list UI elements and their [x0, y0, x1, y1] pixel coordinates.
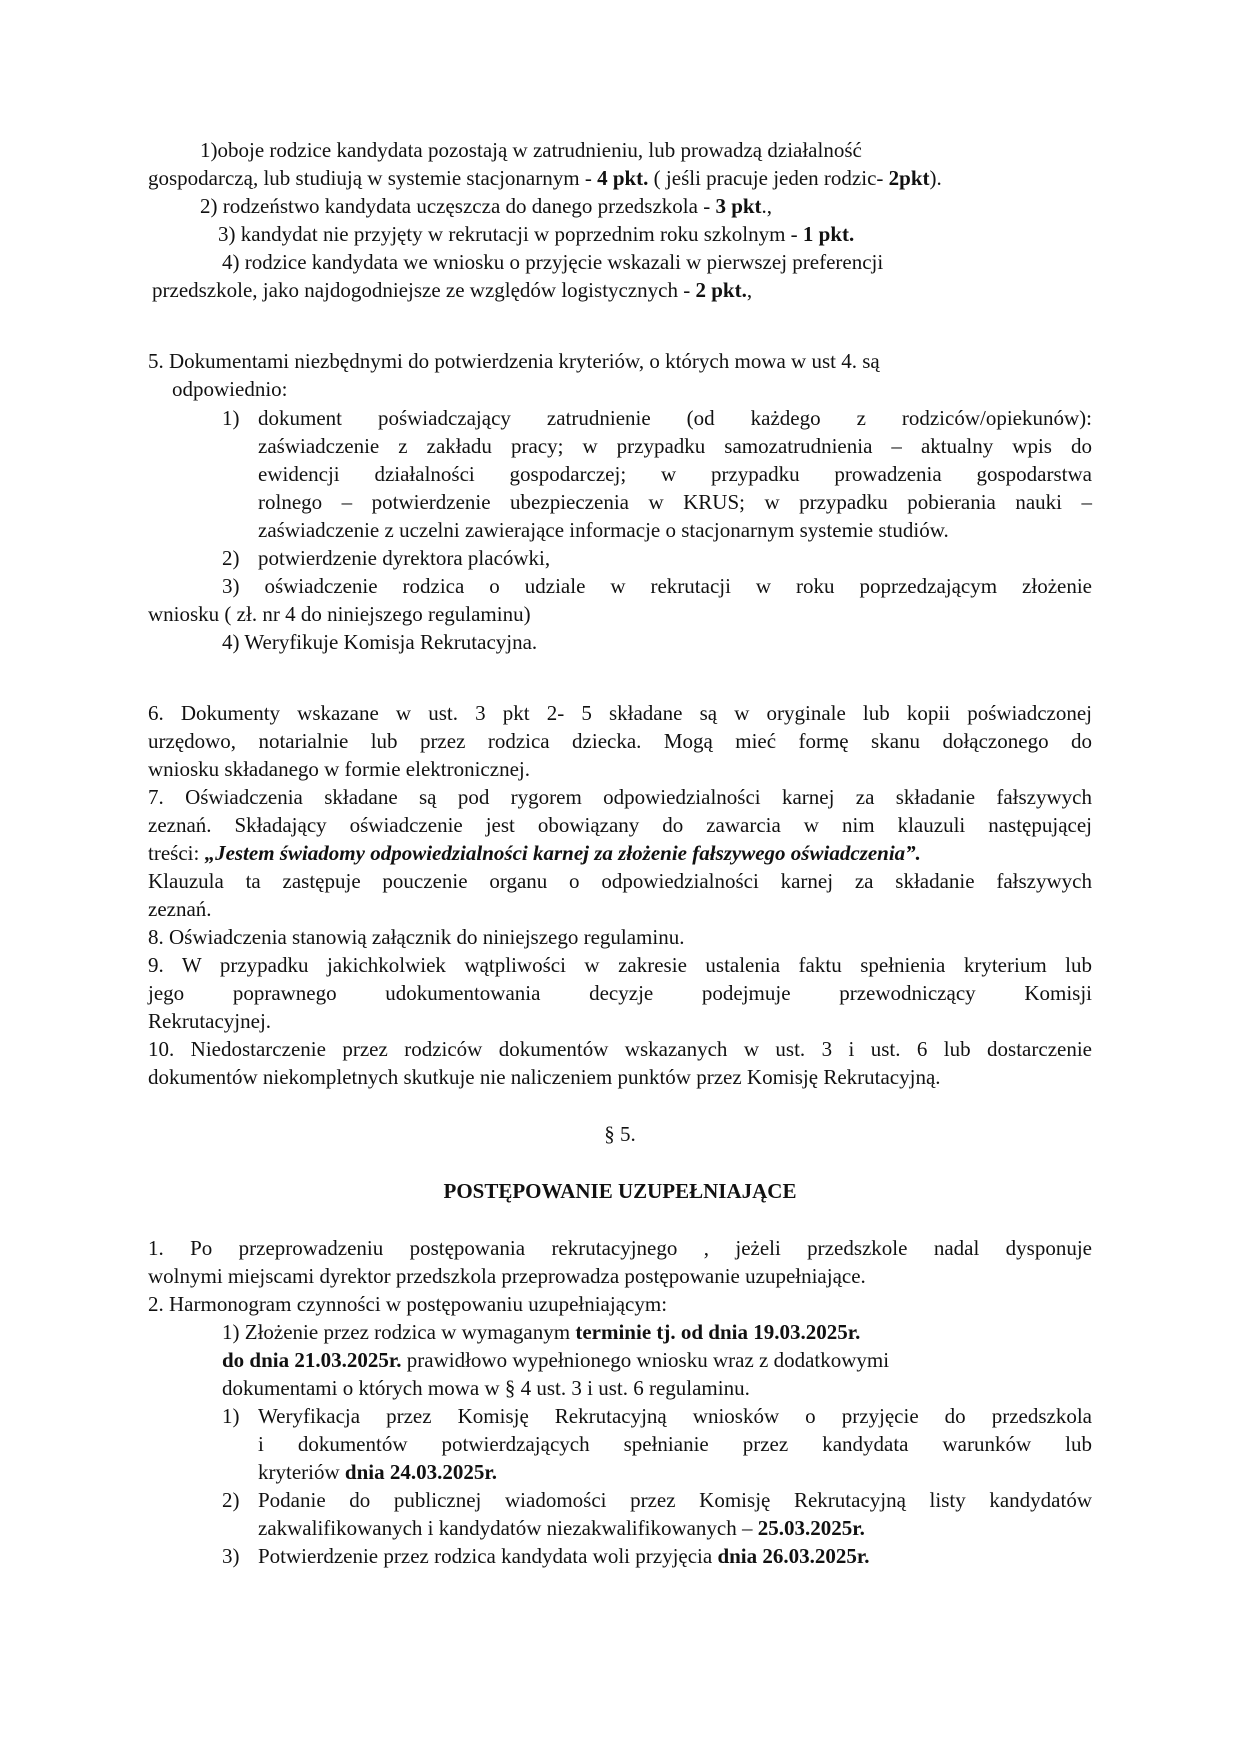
item-5-sub-3-line-2: wniosku ( zł. nr 4 do niniejszego regulaminu)	[148, 602, 531, 626]
section-5-p2: 2. Harmonogram czynności w postępowaniu uzupełniającym:	[148, 1292, 668, 1316]
criterion-1-line-1: 1)oboje rodzice kandydata pozostają w zatrudnieniu, lub prowadzą działalność	[200, 138, 862, 162]
item-5-sub-1-line-1: dokument poświadczający zatrudnienie (od każdego z rodziców/opiekunów):	[258, 406, 1092, 430]
schedule-step-2-line-2: i dokumentów potwierdzających spełnianie przez kandydata warunków lub	[258, 1432, 1092, 1456]
schedule-step-2-line-1: Weryfikacja przez Komisję Rekrutacyjną wniosków o przyjęcie do przedszkola	[258, 1404, 1092, 1428]
criterion-2-end: .,	[761, 194, 773, 218]
section-number: § 5.	[604, 1122, 636, 1146]
section-5-p1-line-2: wolnymi miejscami dyrektor przedszkola przeprowadza postępowanie uzupełniające.	[148, 1264, 866, 1288]
item-7-line-5: zeznań.	[148, 897, 212, 921]
schedule-step-1-line-1	[222, 1318, 860, 1346]
criterion-1-line-2	[148, 164, 942, 192]
section-title: POSTĘPOWANIE UZUPEŁNIAJĄCE	[443, 1179, 797, 1203]
item-5-sub-2-text: potwierdzenie dyrektora placówki,	[258, 546, 551, 570]
criterion-4-points: 2 pkt.	[695, 278, 747, 302]
item-5-sub-1-line-5: zaświadczenie z uczelni zawierające informacje o stacjonarnym systemie studiów.	[258, 518, 949, 542]
criterion-2-points: 3 pkt	[715, 194, 762, 218]
criterion-1-points: 4 pkt.	[597, 166, 649, 190]
item-5-sub-1-line-4: rolnego – potwierdzenie ubezpieczenia w KRUS; w przypadku pobierania nauki –	[258, 490, 1092, 514]
criterion-4-end: ,	[746, 278, 753, 302]
item-7-line-1: 7. Oświadczenia składane są pod rygorem odpowiedzialności karnej za składanie fałszywych	[148, 785, 1092, 809]
criterion-2	[200, 192, 772, 220]
item-6-line-1: 6. Dokumenty wskazane w ust. 3 pkt 2- 5 składane są w oryginale lub kopii poświadczonej	[148, 701, 1092, 725]
criterion-1-text: gospodarczą, lub studiują w systemie stacjonarnym -	[148, 166, 598, 190]
item-8: 8. Oświadczenia stanowią załącznik do niniejszego regulaminu.	[148, 925, 685, 949]
criterion-4-text: przedszkole, jako najdogodniejsze ze względów logistycznych -	[152, 278, 696, 302]
schedule-step-3-line-2	[258, 1514, 865, 1542]
item-5-sub-1-line-2: zaświadczenie z zakładu pracy; w przypadku samozatrudnienia – aktualny wpis do	[258, 434, 1092, 458]
schedule-step-1-line-3: dokumentami o których mowa w § 4 ust. 3 i ust. 6 regulaminu.	[222, 1376, 750, 1400]
schedule-step-4-number: 3)	[222, 1544, 240, 1568]
schedule-step-2-text: kryteriów	[258, 1460, 345, 1484]
item-5-line-1: 5. Dokumentami niezbędnymi do potwierdzenia kryteriów, o których mowa w ust 4. są	[148, 349, 880, 373]
item-6-line-3: wniosku składanego w formie elektronicznej.	[148, 757, 530, 781]
item-9-line-2: jego poprawnego udokumentowania decyzje podejmuje przewodniczący Komisji	[148, 981, 1092, 1005]
schedule-step-3-date: 25.03.2025r.	[757, 1516, 865, 1540]
item-7-line-3	[148, 839, 921, 867]
criterion-2-text: 2) rodzeństwo kandydata uczęszcza do danego przedszkola -	[200, 194, 716, 218]
schedule-step-2-date: dnia 24.03.2025r.	[344, 1460, 497, 1484]
criterion-1-end: ).	[929, 166, 942, 190]
schedule-step-1-text-2: prawidłowo wypełnionego wniosku wraz z dodatkowymi	[401, 1348, 890, 1372]
item-9-line-3: Rekrutacyjnej.	[148, 1009, 272, 1033]
criterion-1-alt-points: 2pkt	[888, 166, 930, 190]
item-7-line-2: zeznań. Składający oświadczenie jest obowiązany do zawarcia w nim klauzuli następującej	[148, 813, 1092, 837]
item-7-line-4: Klauzula ta zastępuje pouczenie organu o odpowiedzialności karnej za składanie fałszywych	[148, 869, 1092, 893]
schedule-step-4-date: dnia 26.03.2025r.	[717, 1544, 870, 1568]
item-9-line-1: 9. W przypadku jakichkolwiek wątpliwości w zakresie ustalenia faktu spełnienia kryterium lub	[148, 953, 1092, 977]
schedule-step-3-number: 2)	[222, 1488, 240, 1512]
item-5-sub-3-line-1: 3) oświadczenie rodzica o udziale w rekrutacji w roku poprzedzającym złożenie	[222, 574, 1092, 598]
schedule-step-2-line-3	[258, 1458, 497, 1486]
schedule-step-1-text: 1) Złożenie przez rodzica w wymaganym	[222, 1320, 576, 1344]
item-7-clause: „Jestem świadomy odpowiedzialności karnej za złożenie fałszywego oświadczenia”.	[204, 841, 921, 865]
schedule-step-2-number: 1)	[222, 1404, 240, 1428]
criterion-3-text: 3) kandydat nie przyjęty w rekrutacji w poprzednim roku szkolnym -	[218, 222, 803, 246]
item-5-sub-1-line-3: ewidencji działalności gospodarczej; w przypadku prowadzenia gospodarstwa	[258, 462, 1092, 486]
criterion-1-note: ( jeśli pracuje jeden rodzic-	[648, 166, 889, 190]
item-7-lead: treści:	[148, 841, 205, 865]
criterion-4-line-1: 4) rodzice kandydata we wniosku o przyjęcie wskazali w pierwszej preferencji	[222, 250, 884, 274]
item-10-line-2: dokumentów niekompletnych skutkuje nie naliczeniem punktów przez Komisję Rekrutacyjną.	[148, 1065, 941, 1089]
item-6-line-2: urzędowo, notarialnie lub przez rodzica dziecka. Mogą mieć formę skanu dołączonego do	[148, 729, 1092, 753]
item-5-sub-1-number: 1)	[222, 406, 240, 430]
schedule-step-1-date-from: terminie tj. od dnia 19.03.2025r.	[575, 1320, 861, 1344]
schedule-step-1-line-2	[222, 1346, 889, 1374]
criterion-3-points: 1 pkt.	[802, 222, 855, 246]
schedule-step-1-date-to: do dnia 21.03.2025r.	[222, 1348, 402, 1372]
criterion-4-line-2	[152, 276, 752, 304]
section-5-p1-line-1: 1. Po przeprowadzeniu postępowania rekrutacyjnego , jeżeli przedszkole nadal dysponuje	[148, 1236, 1092, 1260]
criterion-3	[218, 220, 854, 248]
item-5-line-2: odpowiednio:	[172, 377, 288, 401]
item-5-sub-4: 4) Weryfikuje Komisja Rekrutacyjna.	[222, 630, 538, 654]
schedule-step-4-line	[258, 1542, 870, 1570]
schedule-step-3-text: zakwalifikowanych i kandydatów niezakwalifikowanych –	[258, 1516, 758, 1540]
schedule-step-3-line-1: Podanie do publicznej wiadomości przez Komisję Rekrutacyjną listy kandydatów	[258, 1488, 1092, 1512]
item-10-line-1: 10. Niedostarczenie przez rodziców dokumentów wskazanych w ust. 3 i ust. 6 lub dostarczenie	[148, 1037, 1092, 1061]
schedule-step-4-text: Potwierdzenie przez rodzica kandydata woli przyjęcia	[258, 1544, 718, 1568]
item-5-sub-2-number: 2)	[222, 546, 240, 570]
